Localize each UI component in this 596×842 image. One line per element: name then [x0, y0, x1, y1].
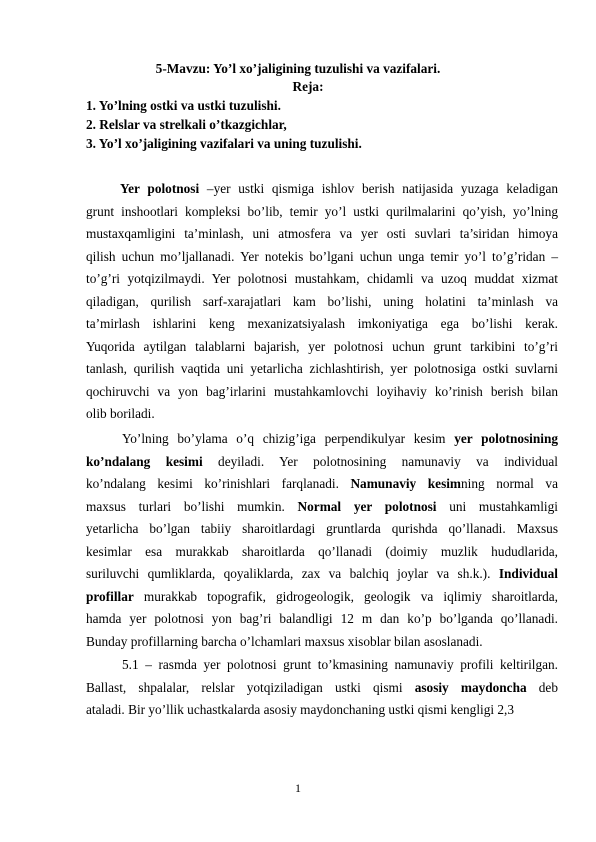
text-line — [86, 338, 558, 356]
text-line — [86, 520, 558, 538]
text-run: ning normal va — [461, 476, 558, 491]
text-line — [86, 701, 558, 719]
text-run: tanlash, qurilish vaqtida uni yetarlicha zichlashtirish, yer polotnosiga ostki suvlarni — [86, 361, 558, 376]
text-line — [86, 498, 558, 516]
text-run: deb — [526, 679, 558, 695]
text-line — [86, 248, 558, 266]
text-line — [86, 679, 558, 697]
text-run: to’g’ri yotqizilmaydi. Yer polotnosi mustahkam, chidamli va uzoq muddat xizmat — [86, 271, 558, 286]
text-line — [86, 588, 558, 606]
text-line — [120, 180, 558, 198]
text-run: kesimlar esa murakkab sharoitlarda qo’llanadi (doimiy muzlik hududlarida, — [86, 543, 558, 559]
text-line — [86, 315, 558, 333]
bold-term: Individual — [498, 566, 558, 581]
text-run: qiladigan, qurilish sarf-xarajatlari kam bo’lishi, uning holatini ta’minlash va — [86, 293, 558, 309]
text-run: grunt inshootlari kompleksi bo’lib, temir yo’l ustki qurilmalarini qo’yish, yo’lning — [86, 203, 558, 219]
text-run: –yer ustki qismiga ishlov berish natijasida yuzaga keladigan — [199, 181, 559, 196]
text-run: uni mustahkamligi — [436, 498, 558, 514]
bold-term: Normal yer polotnosi — [297, 498, 437, 514]
text-run: murakkab topografik, gidrogeologik, geologik va iqlimiy sharoitlarda, — [133, 588, 558, 604]
text-line — [86, 360, 558, 378]
text-run: ta’mirlash ishlarini keng mexanizatsiyalash imkoniyatiga ega bo’lishi kerak. — [86, 316, 558, 331]
text-line — [86, 453, 558, 471]
text-run: hamda yer polotnosi yon bag’ri balandligi 12 m dan ko’p bo’lganda qo’llanadi. — [86, 611, 558, 626]
text-line — [86, 543, 558, 561]
bold-term: yer polotnosining — [454, 431, 558, 446]
text-run: maxsus turlari bo’lishi mumkin. — [86, 498, 298, 514]
text-line — [86, 633, 558, 651]
text-line — [86, 405, 558, 423]
text-run: ko’ndalang kesimi ko’rinishlari farqlanadi. — [86, 476, 351, 491]
text-run: qilish uchun mo’ljallanadi. Yer notekis bo’lgani uchun unga temir yo’l to’g’ridan – — [86, 248, 558, 264]
plan-heading: Reja: — [292, 79, 324, 94]
text-run: Yuqorida aytilgan talablarni bajarish, yer polotnosi uchun grunt tarkibini to’g’ri — [86, 338, 558, 354]
text-run: olib boriladi. — [86, 406, 155, 421]
text-run: suriluvchi qumliklarda, qoyaliklarda, zax va balchiq joylar va sh.k.). — [86, 566, 499, 581]
text-run: mustaxqamligini ta’minlash, uni atmosfera va yer osti suvlari ta’siridan himoya — [86, 226, 558, 241]
plan-item: 3. Yo’l xo’jaligining vazifalari va uning tuzulishi. — [86, 136, 362, 151]
text-line — [86, 565, 558, 583]
bold-term: asosiy maydoncha — [414, 679, 527, 695]
text-line — [122, 656, 558, 674]
bold-term: profillar — [86, 588, 134, 604]
text-line — [86, 270, 558, 288]
text-line — [86, 475, 558, 493]
text-line — [86, 610, 558, 628]
text-run: yetarlicha bo’lgan tabiiy sharoitlardagi gruntlarda qurishda qo’llanadi. Maxsus — [86, 521, 558, 536]
text-run: deyiladi. Yer polotnosining namunaviy va individual — [202, 453, 558, 469]
document-title: 5-Mavzu: Yo’l xo’jaligining tuzulishi va vazifalari. — [155, 61, 441, 76]
text-run: Ballast, shpalalar, relslar yotqiziladigan ustki qismi — [86, 679, 415, 695]
text-line — [86, 383, 558, 401]
text-run: 5.1 – rasmda yer polotnosi grunt to’kmasining namunaviy profili keltirilgan. — [122, 657, 558, 672]
text-run: ataladi. Bir yo’llik uchastkalarda asosiy maydonchaning ustki qismi kengligi 2,3 — [86, 702, 515, 717]
text-line — [86, 225, 558, 243]
plan-item: 2. Relslar va strelkali o’tkazgichlar, — [86, 117, 287, 132]
text-run: Bunday profillarning barcha o’lchamlari maxsus xisoblar bilan asoslanadi. — [86, 633, 483, 649]
text-run: Yo’lning bo’ylama o’q chizig’iga perpendikulyar kesim — [122, 431, 455, 446]
text-line — [86, 203, 558, 221]
text-line — [86, 293, 558, 311]
page-number: 1 — [295, 781, 301, 795]
plan-item: 1. Yo’lning ostki va ustki tuzulishi. — [86, 98, 281, 113]
text-line — [122, 430, 558, 448]
text-run: qochiruvchi va yon bag’irlarini mustahkamlovchi loyihaviy ko’rinish berish bilan — [86, 383, 558, 399]
bold-term: ko’ndalang kesimi — [86, 453, 203, 469]
bold-term: Namunaviy kesim — [350, 476, 462, 491]
bold-term: Yer polotnosi — [120, 181, 200, 196]
